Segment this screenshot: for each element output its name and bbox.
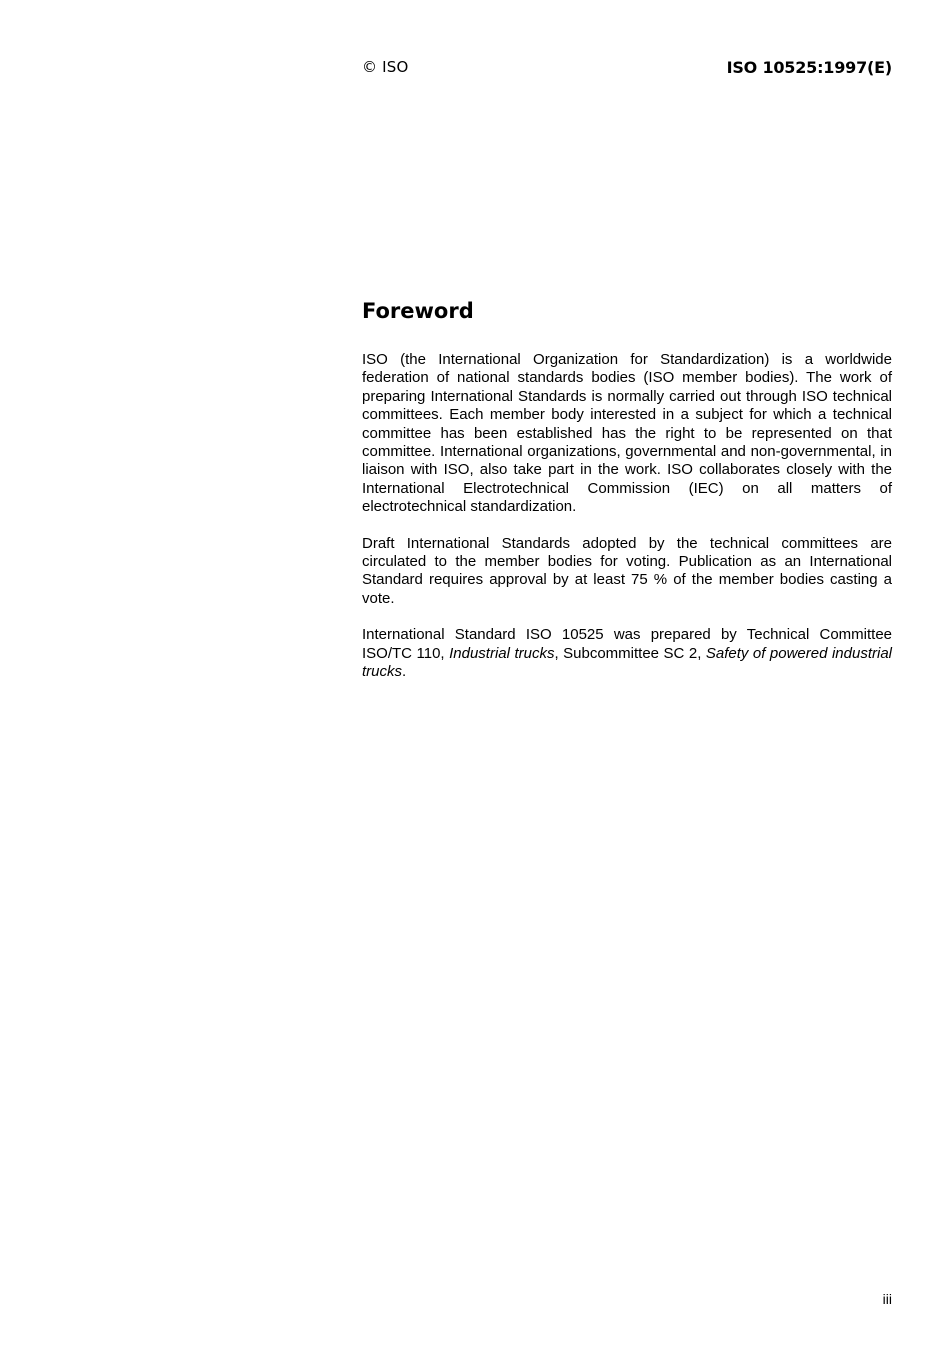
foreword-paragraph-3	[362, 626, 892, 681]
foreword-paragraph-1: ISO (the International Organization for Standardization) is a worldwide federation of national standards bodies (ISO member bodies). The work of preparing International Standards is normally carried out through ISO technical committees. Each member body interested in a subject for which a technical committee has been established has the right to be represented on that committee. International organizations, governmental and non-governmental, in liaison with ISO, also take part in the work. ISO collaborates closely with the International Electrotechnical Commission (IEC) on all matters of electrotechnical standardization.	[362, 351, 892, 516]
committee-title: Industrial trucks	[449, 644, 555, 662]
header-standard-number: ISO 10525:1997(E)	[726, 58, 892, 77]
paragraph-3-text-a: International Standard ISO 10525 was prepared by Technical Committee ISO/TC 110,	[362, 626, 892, 662]
subcommittee-title: Safety of powered industrial trucks	[362, 644, 892, 681]
page-number: iii	[882, 1291, 892, 1307]
header-copyright: © ISO	[362, 58, 409, 76]
paragraph-3-text-c: .	[402, 663, 407, 681]
paragraph-3-text-b: , Subcommittee SC 2,	[554, 644, 706, 662]
foreword-body	[362, 351, 892, 700]
page-title: Foreword	[362, 299, 474, 323]
foreword-paragraph-2: Draft International Standards adopted by the technical committees are circulated to the member bodies for voting. Publication as an International Standard requires approval by at least 75 % of the member bodies casting a vote.	[362, 534, 892, 607]
